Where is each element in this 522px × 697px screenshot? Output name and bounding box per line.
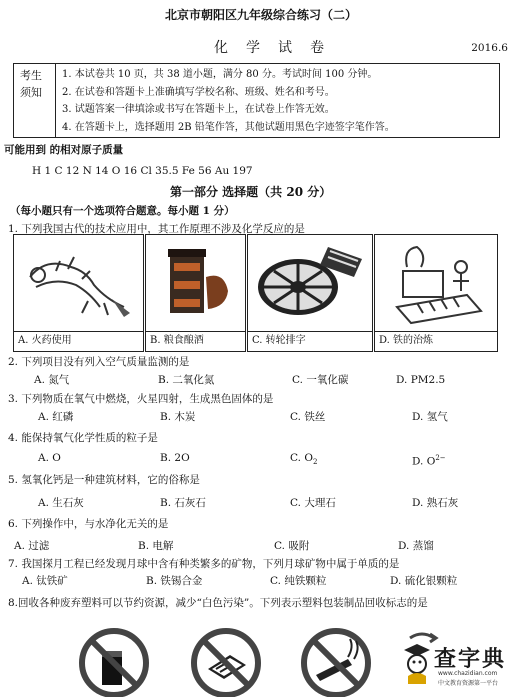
- notice-item: 2. 在试卷和答题卡上准确填写学校名称、班级、姓名和考号。: [62, 86, 335, 98]
- q5-option-c[interactable]: C. 大理石: [290, 497, 336, 509]
- q4-stem: 4. 能保持氧气化学性质的粒子是: [8, 432, 158, 444]
- q1-option-d[interactable]: [374, 234, 498, 352]
- q7-stem: 7. 我国探月工程已经发现月球中含有种类繁多的矿物，下列月球矿物中属于单质的是: [8, 558, 400, 570]
- exam-subtitle: 化学试卷: [214, 40, 342, 56]
- q4-option-d-text: D. O: [412, 455, 436, 468]
- q2-stem: 2. 下列项目没有列入空气质量监测的是: [8, 356, 190, 368]
- q7-option-a[interactable]: A. 钛铁矿: [22, 575, 68, 587]
- q3-option-a[interactable]: A. 红磷: [38, 411, 74, 423]
- q3-option-c[interactable]: C. 铁丝: [290, 411, 326, 423]
- wine-vessel-image: [148, 237, 244, 329]
- notice-item: 1. 本试卷共 10 页，共 38 道小题，满分 80 分。考试时间 100 分钟。: [62, 69, 378, 80]
- atomic-masses: H 1 C 12 N 14 O 16 Cl 35.5 Fe 56 Au 197: [32, 165, 253, 177]
- q2-option-c[interactable]: C. 一氧化碳: [292, 374, 349, 386]
- q4-option-a[interactable]: A. O: [38, 452, 61, 464]
- q6-option-c[interactable]: C. 吸附: [274, 540, 310, 552]
- q3-stem: 3. 下列物质在氧气中燃烧，火星四射，生成黑色固体的是: [8, 393, 274, 405]
- rocket-dragon-image: [16, 237, 142, 329]
- q4-option-c-text: C. O: [290, 452, 313, 464]
- q4-option-b[interactable]: B. 2O: [160, 452, 190, 464]
- mascot-icon: [400, 640, 434, 684]
- watermark-url: www.chazidian.com: [438, 670, 498, 677]
- q5-stem: 5. 氢氧化钙是一种建筑材料，它的俗称是: [8, 474, 200, 486]
- exam-date: 2016.6: [471, 42, 508, 54]
- notice-items: [62, 66, 395, 136]
- q6-option-b[interactable]: B. 电解: [138, 540, 174, 552]
- atomic-heading: 可能用到 的相对原子质量: [4, 144, 124, 156]
- watermark-brand: 查字典: [434, 647, 507, 672]
- q1-option-d-label: D. 铁的治炼: [375, 331, 497, 351]
- notice-label-line1: 考生: [20, 69, 42, 82]
- q7-option-c[interactable]: C. 纯铁颗粒: [270, 575, 327, 587]
- q4-option-d-superscript: 2−: [435, 454, 446, 462]
- q2-option-b[interactable]: B. 二氧化氮: [158, 374, 215, 386]
- q4-option-c[interactable]: [290, 451, 317, 469]
- notice-item: 4. 在答题卡上，选择题用 2B 铅笔作答，其他试题用黑色字迹签字笔作答。: [62, 121, 395, 133]
- watermark-logo: [398, 626, 518, 692]
- notice-label-line2: 须知: [20, 86, 42, 99]
- q5-option-d[interactable]: D. 熟石灰: [412, 497, 459, 509]
- q1-option-c-label: C. 转轮排字: [248, 331, 372, 351]
- q4-option-c-subscript: 2: [312, 458, 318, 467]
- q6-stem: 6. 下列操作中，与水净化无关的是: [8, 518, 169, 530]
- q6-option-a[interactable]: A. 过滤: [14, 540, 50, 552]
- section-note: （每小题只有一个选项符合题意。每小题 1 分）: [10, 205, 235, 217]
- q1-option-a[interactable]: [13, 234, 144, 352]
- section-title: 第一部分 选择题（共 20 分）: [170, 185, 332, 199]
- q7-option-b[interactable]: B. 铁锡合金: [146, 575, 203, 587]
- exam-title: 北京市朝阳区九年级综合练习（二）: [164, 8, 357, 22]
- q8-stem: 8.回收各种废弃塑料可以节约资源，减少“白色污染”。下列表示塑料包装制品回收标志的是: [8, 597, 428, 609]
- q1-option-c[interactable]: [247, 234, 373, 352]
- q1-option-a-label: A. 火药使用: [14, 331, 143, 351]
- notice-label: [14, 64, 56, 137]
- notice-box: [13, 63, 500, 138]
- no-smoking-sign-icon[interactable]: [300, 627, 372, 697]
- q5-option-b[interactable]: B. 石灰石: [160, 497, 206, 509]
- q1-option-b[interactable]: [145, 234, 246, 352]
- q4-option-d[interactable]: [412, 451, 446, 469]
- q3-option-b[interactable]: B. 木炭: [160, 411, 196, 423]
- q7-option-d[interactable]: D. 硫化银颗粒: [390, 575, 458, 587]
- type-wheel-image: [250, 237, 371, 329]
- iron-smelting-image: [377, 237, 496, 329]
- q2-option-d[interactable]: D. PM2.5: [396, 374, 446, 386]
- q1-stem: 1. 下列我国古代的技术应用中，其工作原理不涉及化学反应的是: [8, 223, 305, 235]
- notice-item: 3. 试题答案一律填涂或书写在答题卡上，在试卷上作答无效。: [62, 104, 335, 115]
- q2-option-a[interactable]: A. 氮气: [34, 374, 70, 386]
- q6-option-d[interactable]: D. 蒸馏: [398, 540, 434, 552]
- watermark-tagline: 中文教育资源第一平台: [438, 680, 499, 687]
- q3-option-d[interactable]: D. 氢气: [412, 411, 448, 423]
- q1-option-b-label: B. 粮食酿酒: [146, 331, 245, 351]
- no-cigarette-butt-sign-icon[interactable]: [78, 627, 150, 697]
- q5-option-a[interactable]: A. 生石灰: [38, 497, 84, 509]
- no-matchbox-sign-icon[interactable]: [190, 627, 262, 697]
